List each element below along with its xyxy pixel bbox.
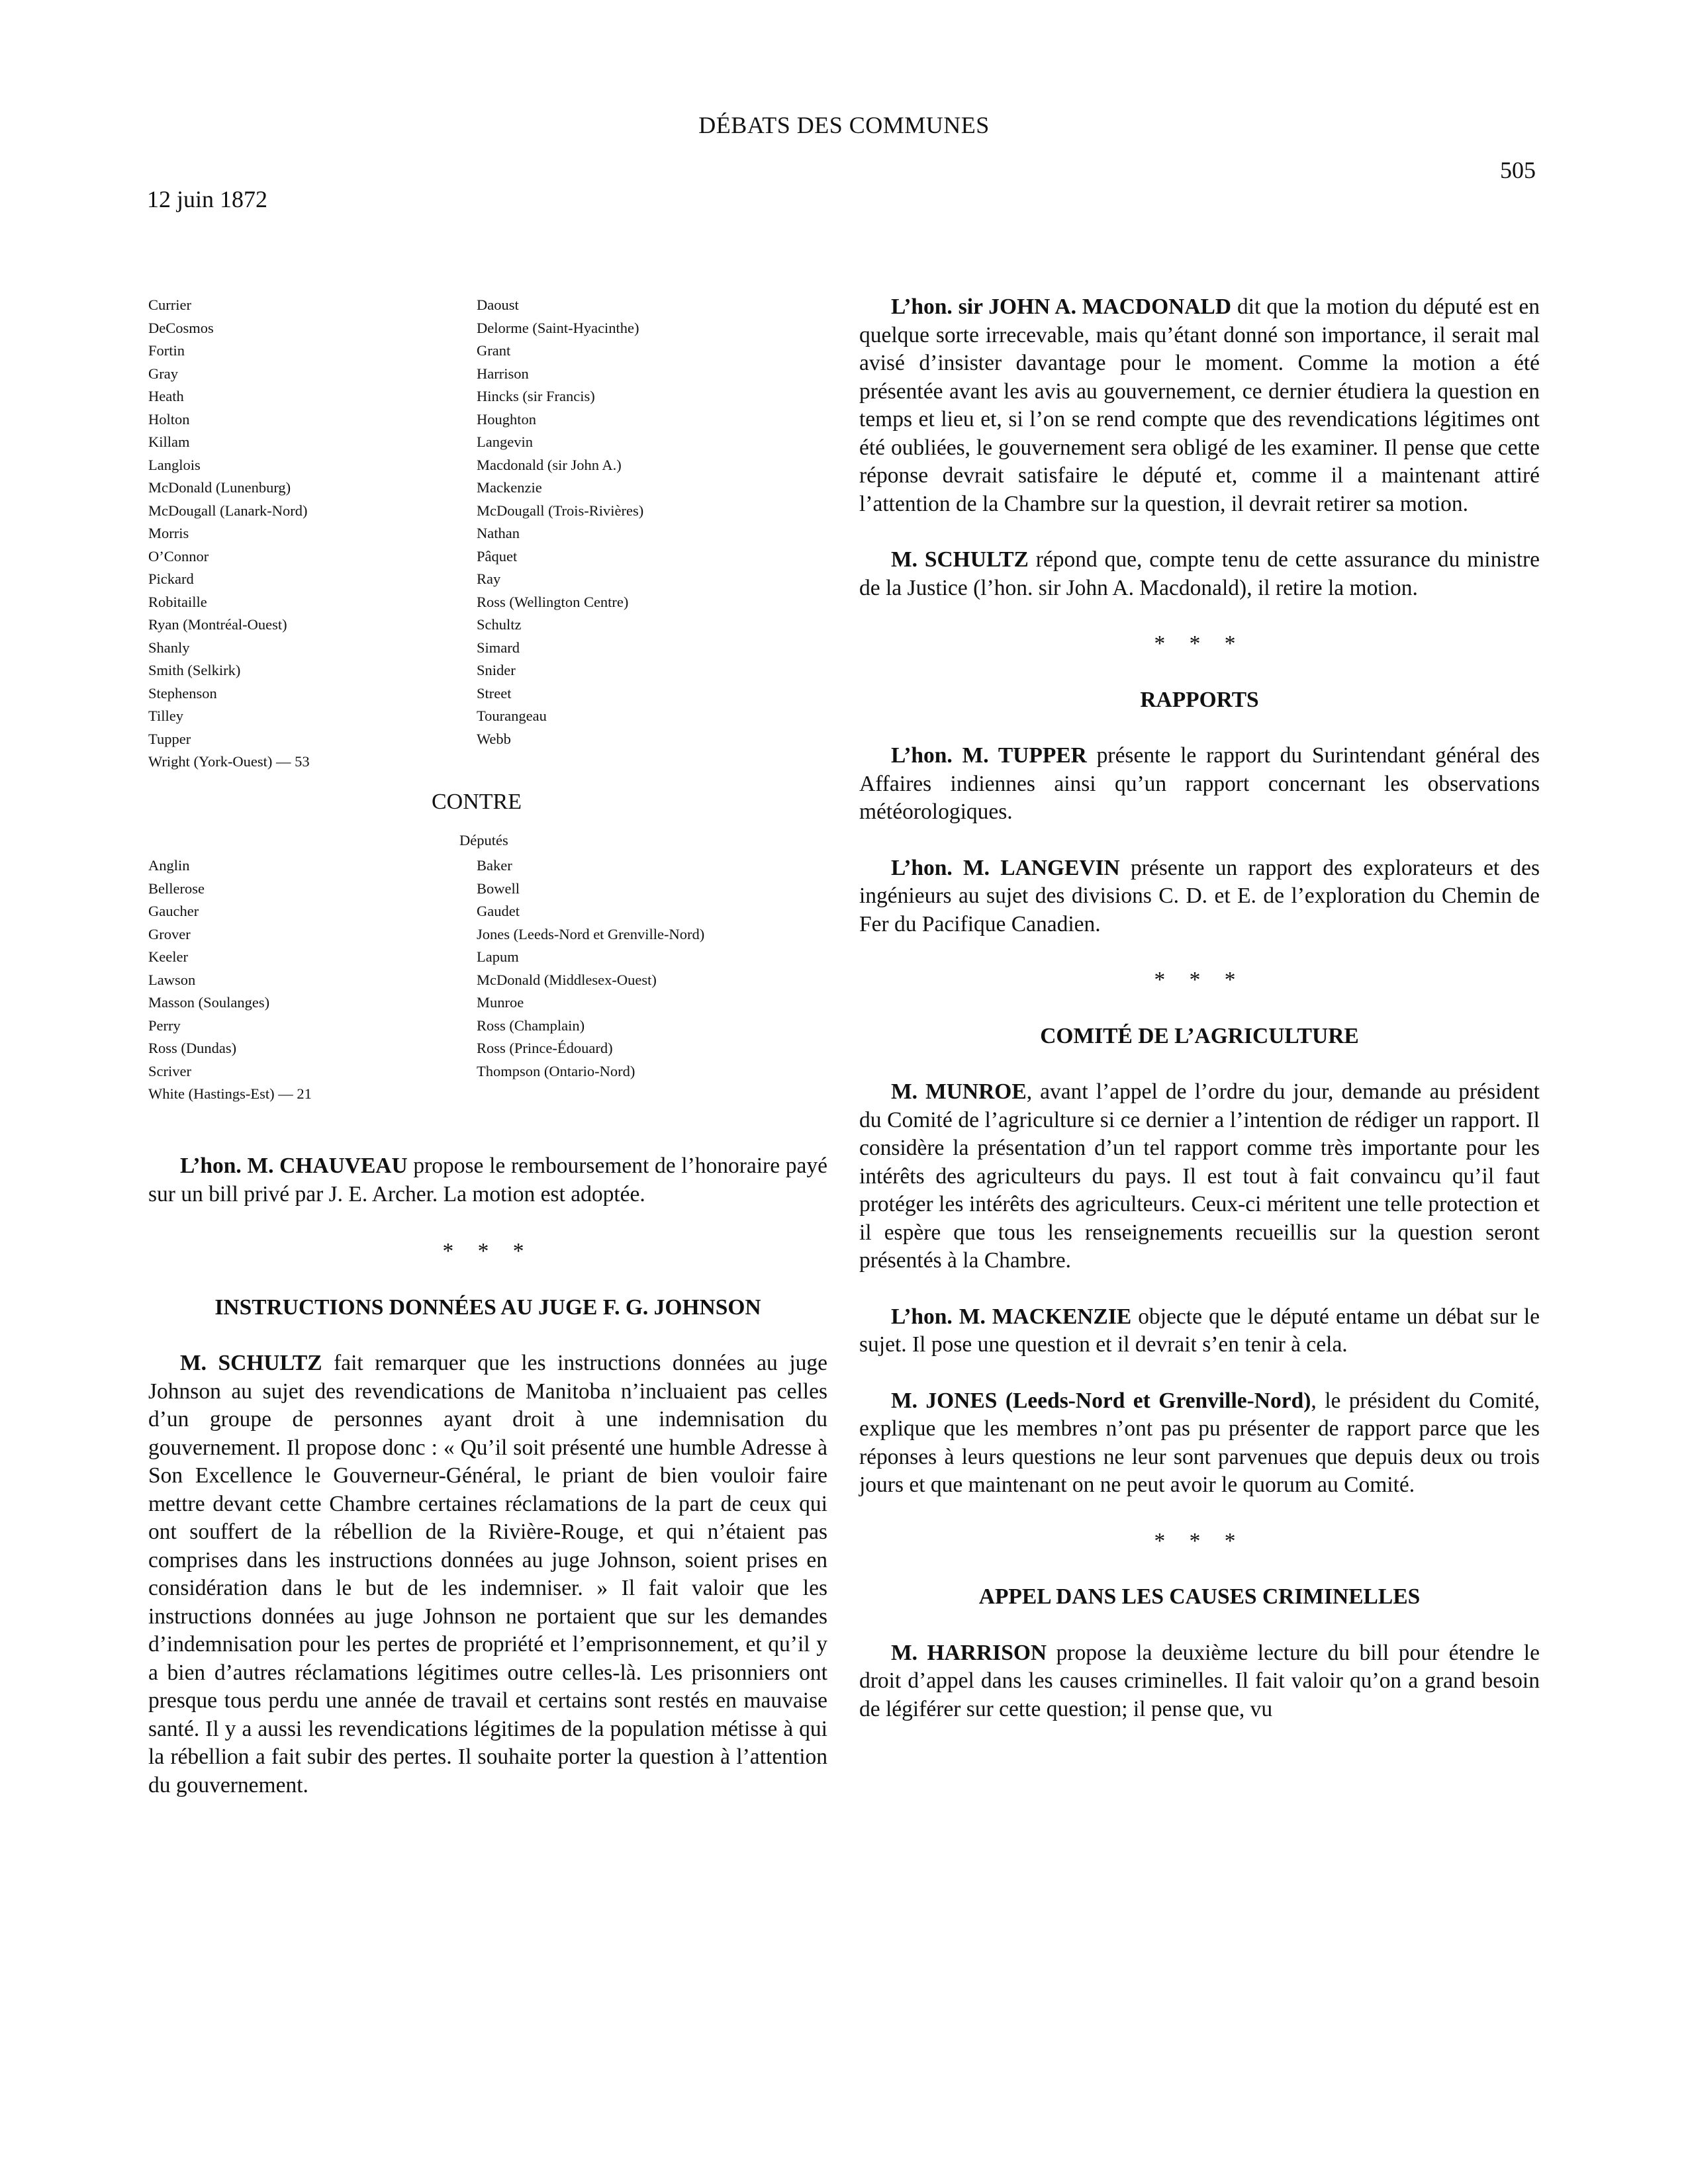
member-name: Snider — [477, 662, 516, 678]
member-name: Robitaille — [148, 593, 207, 610]
member-name: Pickard — [148, 570, 194, 587]
member-name: Gaudet — [477, 903, 520, 919]
speaker-name: L’hon. M. MACKENZIE — [891, 1304, 1132, 1329]
sitting-date: 12 juin 1872 — [147, 186, 268, 212]
speaker-name: M. SCHULTZ — [891, 547, 1029, 572]
paragraph-text: , le président du Comité, explique que les membres n’ont pas pu présenter de rapport parce que les réponses à leurs questions ne leur sont parvenues que depuis deux ou trois jours et que maintenant on ne peut avoir le quorum au Comité. — [859, 1388, 1540, 1497]
member-name: Gaucher — [148, 903, 199, 919]
speaker-name: L’hon. M. CHAUVEAU — [180, 1154, 408, 1178]
contre-list-right — [477, 854, 704, 1083]
paragraph-text: propose la deuxième lecture du bill pour étendre le droit d’appel dans les causes criminelles. Il fait valoir qu’on a grand besoin de légiférer sur cette question; il pense que, vu — [859, 1640, 1540, 1721]
speaker-name: L’hon. M. TUPPER — [891, 743, 1087, 768]
section-separator: * * * — [1154, 968, 1245, 992]
member-name: Ray — [477, 570, 501, 587]
harrison-paragraph — [859, 1639, 1540, 1724]
member-name: Houghton — [477, 410, 536, 428]
member-name: Shanly — [148, 639, 190, 656]
member-name: McDougall (Lanark-Nord) — [148, 502, 308, 519]
member-name: Tourangeau — [477, 707, 547, 724]
speaker-name: M. SCHULTZ — [180, 1351, 322, 1375]
schultz-reply-paragraph — [859, 546, 1540, 602]
paragraph-text: répond que, compte tenu de cette assurance du ministre de la Justice (l’hon. sir John A. Macdonald), il retire la motion. — [859, 547, 1540, 600]
member-name: Scriver — [148, 1062, 191, 1079]
deputes-label: Députés — [459, 832, 508, 848]
contre-list-left — [148, 854, 312, 1106]
member-name: Currier — [148, 296, 191, 313]
member-name: Langlois — [148, 456, 201, 473]
speaker-name: M. MUNROE — [891, 1079, 1027, 1104]
section-heading-rapports: RAPPORTS — [1140, 687, 1259, 712]
member-name: Keeler — [148, 948, 188, 965]
paragraph-text: présente un rapport des explorateurs et des ingénieurs au sujet des divisions C. D. et E. de l’exploration du Chemin de Fer du Pacifique Canadien. — [859, 855, 1540, 936]
member-name: Killam — [148, 433, 190, 450]
member-name: Ross (Prince-Édouard) — [477, 1040, 613, 1056]
speaker-name: M. HARRISON — [891, 1640, 1047, 1665]
member-name: Tupper — [148, 730, 191, 747]
section-heading-agriculture: COMITÉ DE L’AGRICULTURE — [1040, 1023, 1359, 1048]
munroe-paragraph — [859, 1078, 1540, 1275]
member-name: Grover — [148, 925, 191, 942]
member-name: Baker — [477, 857, 512, 874]
member-name: Grant — [477, 342, 511, 359]
section-separator: * * * — [1154, 631, 1245, 656]
section-separator: * * * — [442, 1239, 534, 1263]
member-name: O’Connor — [148, 547, 209, 565]
paragraph-text: propose le remboursement de l’honoraire payé sur un bill privé par J. E. Archer. La motion est adoptée. — [148, 1154, 827, 1206]
member-name: Holton — [148, 410, 190, 428]
member-name: McDougall (Trois-Rivières) — [477, 502, 644, 519]
member-name: Ryan (Montréal-Ouest) — [148, 616, 287, 633]
member-name: Jones (Leeds-Nord et Grenville-Nord) — [477, 925, 705, 942]
member-name: Heath — [148, 388, 184, 404]
member-name: White (Hastings-Est) — 21 — [148, 1085, 312, 1102]
member-name: Daoust — [477, 296, 519, 313]
member-name: Lawson — [148, 971, 196, 988]
right-text-column — [859, 293, 1540, 1723]
member-name: Ross (Champlain) — [477, 1017, 585, 1034]
section-separator: * * * — [1154, 1528, 1245, 1553]
member-name: Nathan — [477, 525, 520, 541]
paragraph-text: , avant l’appel de l’ordre du jour, demande au président du Comité de l’agriculture si ce dernier a l’intention de rédiger un rapport. Il considère la présentation d’un tel rapport comme très importante pour les intérêts des agriculteurs du pays. Il est tout à fait convaincu qu’il faut protéger les intérêts des agriculteurs. Ceux-ci méritent une telle protection et il espère que tous les renseignements recueillis sur la question seront présentés à la Chambre. — [859, 1079, 1540, 1273]
member-name: Anglin — [148, 857, 190, 874]
member-name: McDonald (Middlesex-Ouest) — [477, 971, 657, 988]
member-name: Stephenson — [148, 684, 217, 702]
member-name: Masson (Soulanges) — [148, 994, 270, 1011]
speaker-name: L’hon. M. LANGEVIN — [891, 855, 1120, 880]
member-name: Gray — [148, 365, 178, 382]
jones-paragraph — [859, 1387, 1540, 1500]
member-name: Street — [477, 684, 512, 702]
member-name: Thompson (Ontario-Nord) — [477, 1062, 635, 1079]
pour-list-right — [477, 294, 643, 751]
contre-heading: CONTRE — [432, 790, 522, 814]
member-name: Langevin — [477, 433, 533, 450]
member-name: Webb — [477, 730, 511, 747]
member-name: Tilley — [148, 707, 183, 724]
member-name: Munroe — [477, 994, 524, 1011]
member-name: Harrison — [477, 365, 529, 382]
member-name: Pâquet — [477, 547, 518, 565]
macdonald-paragraph — [859, 293, 1540, 518]
member-name: Simard — [477, 639, 520, 656]
langevin-paragraph — [859, 854, 1540, 939]
section-heading-appel: APPEL DANS LES CAUSES CRIMINELLES — [978, 1584, 1421, 1609]
member-name: Ross (Dundas) — [148, 1040, 237, 1056]
member-name: Bellerose — [148, 880, 205, 897]
running-header: DÉBATS DES COMMUNES — [698, 112, 990, 138]
speaker-name: M. JONES (Leeds-Nord et Grenville-Nord) — [891, 1388, 1311, 1413]
member-name: Bowell — [477, 880, 520, 897]
tupper-paragraph — [859, 742, 1540, 827]
member-name: Schultz — [477, 616, 522, 633]
left-text-column — [148, 1152, 827, 1799]
paragraph-text: dit que la motion du député est en quelque sorte irrecevable, mais qu’étant donné son importance, il serait mal avisé d’insister davantage pour le moment. Comme la motion a été présentée avant les avis au gouvernement, ce dernier étudiera la question en temps et lieu et, si l’on se rend compte que des revendications légitimes ont été oubliées, le gouvernement sera obligé de les examiner. Il pense que cette réponse devrait satisfaire le député et, comme il a maintenant attiré l’attention de la Chambre sur la question, il devrait retirer sa motion. — [859, 295, 1540, 516]
schultz-paragraph — [148, 1349, 827, 1799]
paragraph-text: objecte que le député entame un débat sur le sujet. Il pose une question et il devrait s’en tenir à cela. — [859, 1304, 1540, 1357]
member-name: Mackenzie — [477, 479, 542, 496]
member-name: Ross (Wellington Centre) — [477, 593, 629, 610]
member-name: Lapum — [477, 948, 519, 965]
paragraph-text: fait remarquer que les instructions données au juge Johnson au sujet des revendications de Manitoba n’incluaient pas celles d’un groupe de personnes ayant droit à une indemnisation du gouvernement. Il propose donc : « Qu’il soit présenté une humble Adresse à Son Excellence le Gouverneur-Général, le priant de bien vouloir faire mettre devant cette Chambre certaines réclamations de la part de ceux qui ont souffert de la rébellion de la Rivière-Rouge, et qui n’étaient pas comprises dans les instructions données au juge Johnson, soient prises en considération dans le but de les indemniser. » Il fait valoir que les instructions données au juge Johnson ne portaient que sur les demandes d’indemnisation pour les pertes de propriété et l’emprisonnement, et qu’il y a bien d’autres réclamations légitimes outre celles-là. Les prisonniers ont presque tous perdu une année de travail et certains sont restés en mauvaise santé. Il y a aussi les revendications légitimes de la population métisse à qui la rébellion a fait subir des pertes. Il souhaite porter la question à l’attention du gouvernement. — [148, 1351, 827, 1797]
member-name: Morris — [148, 525, 189, 541]
member-name: DeCosmos — [148, 319, 214, 336]
member-name: Macdonald (sir John A.) — [477, 456, 622, 473]
pour-list-left — [148, 294, 310, 774]
page-number: 505 — [1500, 157, 1536, 183]
mackenzie-paragraph — [859, 1303, 1540, 1359]
member-name: Fortin — [148, 342, 185, 359]
member-name: Hincks (sir Francis) — [477, 388, 595, 404]
member-name: Delorme (Saint-Hyacinthe) — [477, 319, 639, 336]
member-name: McDonald (Lunenburg) — [148, 479, 291, 496]
member-name: Wright (York-Ouest) — 53 — [148, 753, 310, 770]
speaker-name: L’hon. sir JOHN A. MACDONALD — [891, 295, 1232, 319]
member-name: Smith (Selkirk) — [148, 662, 241, 678]
chauveau-paragraph — [148, 1152, 827, 1208]
section-heading-johnson: INSTRUCTIONS DONNÉES AU JUGE F. G. JOHNSON — [214, 1295, 761, 1320]
member-name: Perry — [148, 1017, 181, 1034]
paragraph-text: présente le rapport du Surintendant général des Affaires indiennes ainsi qu’un rapport concernant les observations météorologiques. — [859, 743, 1540, 824]
